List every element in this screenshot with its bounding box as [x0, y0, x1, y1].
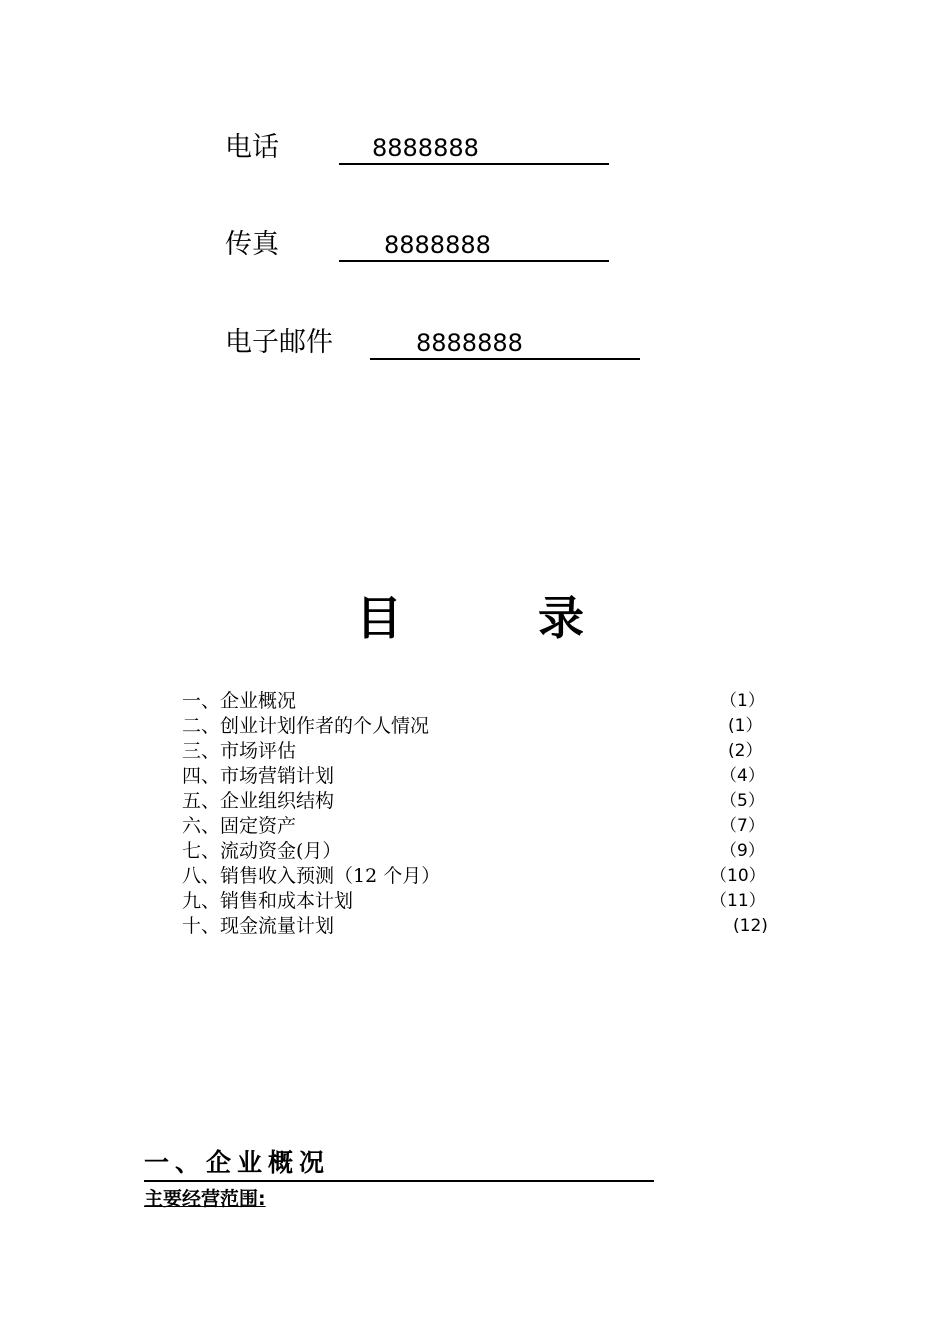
toc-item-text: 八、销售收入预测（12 个月） — [182, 865, 441, 887]
toc-item — [182, 739, 782, 764]
toc-item-text: 九、销售和成本计划 — [182, 890, 354, 912]
toc-item-text: 二、创业计划作者的个人情况 — [182, 715, 430, 737]
toc-item-page: （7） — [720, 816, 765, 836]
email-label: 电子邮件 — [225, 327, 333, 358]
toc-item-text: 十、现金流量计划 — [182, 915, 335, 937]
toc-item-page: （10） — [710, 866, 766, 886]
section-subheading: 主要经营范围: — [144, 1188, 266, 1210]
toc-item-page: (1） — [728, 716, 763, 736]
toc-item — [182, 689, 782, 714]
toc-item-text: 一、企业概况 — [182, 690, 297, 712]
toc-item-text: 四、市场营销计划 — [182, 765, 335, 787]
toc-item-page: (12) — [733, 916, 768, 936]
toc-item — [182, 889, 782, 914]
fax-label: 传真 — [225, 229, 279, 260]
section-heading: 一、企业概况 — [144, 1146, 654, 1182]
toc-item-page: （1） — [720, 691, 765, 711]
toc-item-page: （5） — [720, 791, 765, 811]
toc-item-text: 六、固定资产 — [182, 815, 297, 837]
toc-item — [182, 839, 782, 864]
toc-item-page: （9） — [720, 841, 765, 861]
toc-item — [182, 814, 782, 839]
toc-item — [182, 714, 782, 739]
toc-item — [182, 914, 782, 939]
email-field — [370, 328, 640, 360]
toc-item-page: （4） — [720, 766, 765, 786]
toc-title-left: 目 — [356, 591, 402, 645]
toc-item-page: （11） — [710, 891, 766, 911]
fax-value: 8888888 — [384, 231, 491, 259]
toc-item — [182, 789, 782, 814]
phone-field — [339, 133, 609, 165]
toc-list — [182, 689, 782, 939]
toc-item-text: 五、企业组织结构 — [182, 790, 335, 812]
toc-title — [356, 592, 606, 644]
phone-value: 8888888 — [372, 134, 479, 162]
toc-item-text: 三、市场评估 — [182, 740, 297, 762]
phone-label: 电话 — [225, 132, 279, 163]
fax-field — [339, 230, 609, 262]
toc-item — [182, 764, 782, 789]
email-value: 8888888 — [416, 329, 523, 357]
toc-item-page: (2） — [728, 741, 763, 761]
toc-item-text: 七、流动资金(月） — [182, 840, 342, 862]
toc-title-right: 录 — [538, 591, 584, 645]
toc-item — [182, 864, 782, 889]
